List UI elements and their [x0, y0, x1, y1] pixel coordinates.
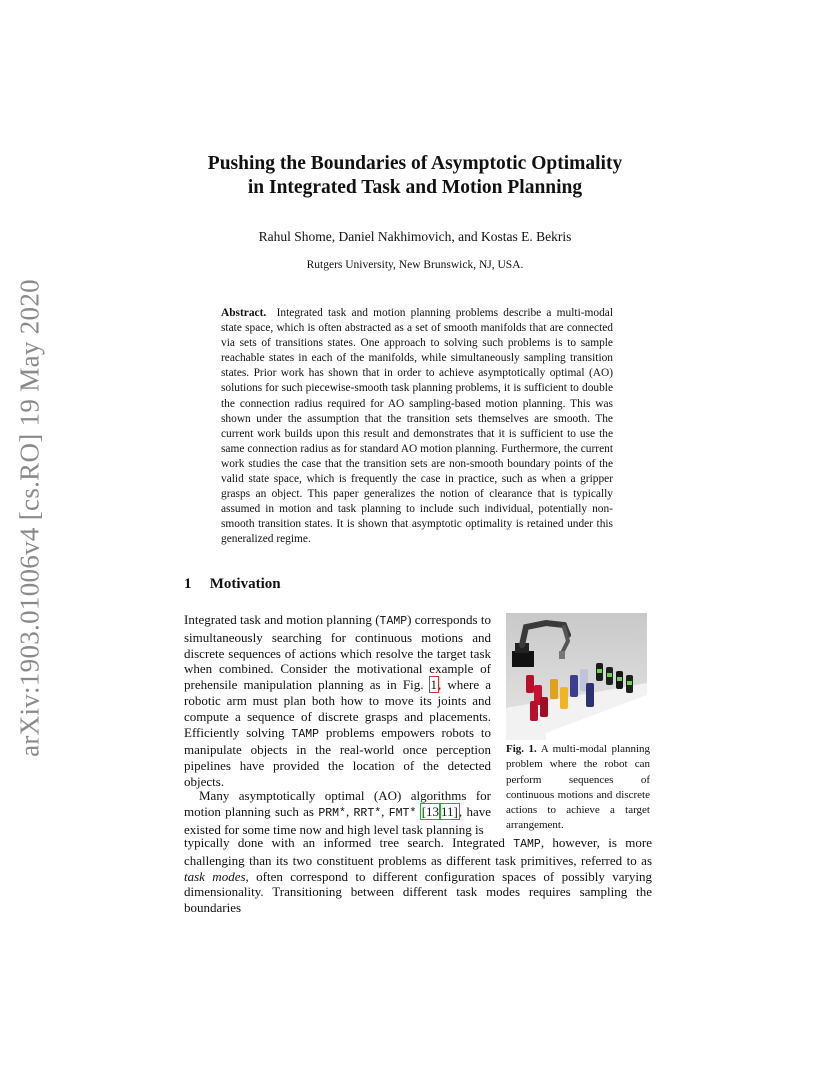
text-run: Integrated task and motion planning (: [184, 612, 380, 627]
text-run: typically done with an informed tree search. Integrated: [184, 835, 514, 850]
algorithm-name: FMT*: [388, 806, 417, 820]
abstract-text: Integrated task and motion planning problems describe a multi-modal state space, which is often abstracted as a set of smooth manifolds that are connected via sets of transitions states. One approach to solving such problems is to sample reachable states in each of the manifolds, while simultaneously sampling transition states. Prior work has shown that in order to achieve asymptotically optimal (AO) solutions for such piecewise-smooth task planning problems, it is sufficient to double the connection radius required for AO sampling-based motion planning. This was shown under the assumption that the transition sets themselves are smooth. The current work builds upon this result and demonstrates that it is sufficient to use the same connection radius as for standard AO motion planning. Furthermore, the current work studies the case that the transition sets are non-smooth boundary points of the valid state space, which is frequently the case in practice, such as when a gripper grasps an object. This paper generalizes the notion of clearance that is typically assumed in motion and task planning to include such individual, potentially non-smooth transition states. It is shown that asymptotic optimality is retained under this generalized regime.: [221, 307, 613, 546]
section-title: Motivation: [209, 576, 281, 592]
text-run: ,: [381, 803, 389, 819]
affiliation: Rutgers University, New Brunswick, NJ, USA.: [306, 259, 524, 271]
paragraph-continued: [184, 835, 652, 916]
figure-image: [506, 613, 647, 740]
text-run: problems empowers robots to manipulate objects in the real-world once perception pipelines have provided the location of the detected objects.: [184, 724, 492, 789]
title-line-1: Pushing the Boundaries of Asymptotic Optimality: [207, 153, 623, 174]
text-run: Many asymptotically optimal (AO) algorithms for motion planning such as: [184, 788, 491, 819]
algorithm-name: PRM*: [318, 806, 346, 820]
text-run: ) corresponds to simultaneously searching for continuous motions and discrete sequences of actions which resolve the target task when combined. Consider the motivational example of prehensile manipulation planning as in Fig.: [184, 612, 492, 693]
emphasis: task modes: [184, 868, 246, 884]
text-run: , often correspond to different configuration spaces of possibly varying dimensionality. Transitioning between different task modes requires sampling the boundaries: [184, 868, 652, 916]
section-number: 1: [184, 576, 192, 592]
text-run: , have existed for some time now and high level task planning is: [184, 803, 492, 837]
acronym: TAMP: [379, 615, 408, 628]
text-run: , where a robotic arm must plan both how to move its joints and compute a sequence of discrete grasps and placements. Efficiently solving: [184, 677, 491, 740]
paragraph: [184, 612, 491, 790]
figure-caption: [506, 742, 650, 834]
arxiv-identifier: arXiv:1903.01006v4 [cs.RO] 19 May 2020: [14, 279, 45, 757]
text-run: ,: [345, 803, 354, 819]
title-line-2: in Integrated Task and Motion Planning: [247, 177, 583, 198]
robot-arm-scene-illustration: [506, 613, 647, 740]
figure-link[interactable]: 1: [430, 677, 438, 693]
text-run: , however, is more challenging than its two constituent problems as different task primitives, referred to as: [184, 835, 652, 868]
abstract-label: Abstract.: [221, 307, 267, 319]
arxiv-side-stamp: [8, 0, 54, 1072]
acronym: TAMP: [291, 727, 320, 741]
abstract: [221, 306, 613, 548]
paragraph: [184, 788, 491, 837]
citation-link[interactable]: [13: [421, 803, 440, 819]
citation-link[interactable]: 11]: [441, 803, 458, 819]
acronym: TAMP: [513, 838, 541, 851]
figure-label: Fig. 1.: [506, 743, 537, 755]
author-list: Rahul Shome, Daniel Nakhimovich, and Kostas E. Bekris: [258, 229, 572, 244]
algorithm-name: RRT*: [353, 806, 382, 820]
section-heading: [184, 576, 281, 593]
caption-text: A multi-modal planning problem where the robot can perform sequences of continuous motions and discrete actions to achieve a target arrangement.: [506, 743, 651, 832]
paper-title: [150, 152, 680, 200]
